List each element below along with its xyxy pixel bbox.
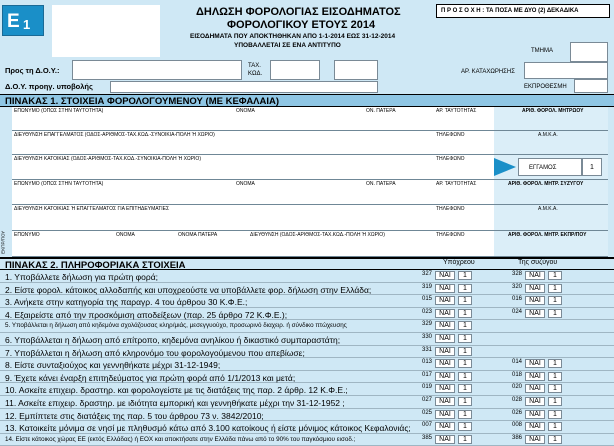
- spouse-question-code: 320: [511, 283, 522, 290]
- label-rep-father-name: ΟΝΟΜΑ ΠΑΤΕΡΑ: [178, 232, 218, 238]
- doy-prohg-field[interactable]: [110, 81, 378, 93]
- form-subtitle-period: ΕΙΣΟΔΗΜΑΤΑ ΠΟΥ ΑΠΟΚΤΗΘΗΚΑΝ ΑΠΟ 1-1-2014 ΕΩΣ 31-12-2014: [190, 33, 396, 40]
- question-code: 329: [421, 321, 432, 328]
- spouse-value-box[interactable]: 1: [548, 296, 562, 305]
- value-box[interactable]: 1: [458, 359, 472, 368]
- yes-box[interactable]: ΝΑΙ: [435, 397, 455, 406]
- question-text: 5. Υποβάλλεται η δήλωση από κηδεμόνα σχολάζουσας κληρ/μιάς, μεσεγγυούχο, προσωρινό διαχειρ. ή σύνδικο πτώχευσης: [5, 322, 347, 330]
- table2-row: [0, 295, 614, 308]
- table2-row: [0, 434, 614, 446]
- spouse-yes-box[interactable]: ΝΑΙ: [525, 397, 545, 406]
- question-code: 017: [421, 371, 432, 378]
- spouse-yes-box[interactable]: ΝΑΙ: [525, 435, 545, 444]
- label-spouse-address: ΔΙΕΥΘΥΝΣΗ ΚΑΤΟΙΚΙΑΣ Ή ΕΠΑΓΓΕΛΜΑΤΟΣ ΓΙΑ ΕΠΙΤΗΔΕΥΜΑΤΙΕΣ: [14, 206, 170, 212]
- tax-kod-extra-field[interactable]: [334, 60, 378, 80]
- value-box[interactable]: 1: [458, 384, 472, 393]
- table2-title: ΠΙΝΑΚΑΣ 2. ΠΛΗΡΟΦΟΡΙΑΚΑ ΣΤΟΙΧΕΙΑ: [5, 260, 186, 271]
- taxpayer-row-work-address[interactable]: [12, 131, 494, 155]
- question-text: 13. Κατοικείτε μόνιμα σε νησί με πληθυσμό κάτω από 3.100 κατοίκους ή είστε μόνιμος κάτοικος Κεφαλονιάς;: [5, 423, 411, 434]
- spouse-yes-box[interactable]: ΝΑΙ: [525, 296, 545, 305]
- yes-box[interactable]: ΝΑΙ: [435, 321, 455, 330]
- yes-box[interactable]: ΝΑΙ: [435, 309, 455, 318]
- question-code: 023: [421, 308, 432, 315]
- married-cell: [494, 155, 608, 180]
- ar-kataxorisis-label: ΑΡ. ΚΑΤΑΧΩΡΗΣΗΣ: [461, 69, 515, 75]
- spouse-question-code: 386: [511, 434, 522, 441]
- value-box[interactable]: 1: [458, 296, 472, 305]
- table2-row: [0, 409, 614, 422]
- label-spouse-name: ΟΝΟΜΑ: [236, 181, 255, 187]
- taxpayer-amka-cell[interactable]: [494, 131, 608, 155]
- spouse-question-code: 026: [511, 409, 522, 416]
- yes-box[interactable]: ΝΑΙ: [435, 284, 455, 293]
- spouse-yes-box[interactable]: ΝΑΙ: [525, 359, 545, 368]
- col-taxpayer-label: Υπόχρεου: [443, 259, 475, 266]
- yes-box[interactable]: ΝΑΙ: [435, 359, 455, 368]
- spouse-value-box[interactable]: 1: [548, 422, 562, 431]
- table2-row: [0, 283, 614, 296]
- question-code: 319: [421, 283, 432, 290]
- label-spouse-father-name: ΟΝ. ΠΑΤΕΡΑ: [366, 181, 396, 187]
- question-text: 6. Υποβάλλεται η δήλωση από επίτροπο, κηδεμόνα ανηλίκου ή δικαστικό συμπαραστάτη;: [5, 335, 341, 345]
- tax-kod-label-2: ΚΩΔ.: [248, 71, 263, 77]
- yes-box[interactable]: ΝΑΙ: [435, 435, 455, 444]
- spouse-value-box[interactable]: 1: [548, 384, 562, 393]
- attention-text: Π Ρ Ο Σ Ο Χ Η : ΤΑ ΠΟΣΑ ΜΕ ΔΥΟ (2) ΔΕΚΑΔΙΚΑ: [441, 8, 579, 14]
- ekprothesmi-field[interactable]: [574, 79, 608, 93]
- value-box[interactable]: 1: [458, 372, 472, 381]
- value-box[interactable]: 1: [458, 284, 472, 293]
- spouse-yes-box[interactable]: ΝΑΙ: [525, 372, 545, 381]
- value-box[interactable]: 1: [458, 422, 472, 431]
- label-name: ΟΝΟΜΑ: [236, 108, 255, 114]
- value-box[interactable]: 1: [458, 271, 472, 280]
- label-id-number: ΑΡ. ΤΑΥΤΟΤΗΤΑΣ: [436, 108, 477, 114]
- spouse-value-box[interactable]: 1: [548, 271, 562, 280]
- question-code: 013: [421, 359, 432, 366]
- label-rep-afm: ΑΡΙΘ. ΦΟΡΟΛ. ΜΗΤΡ. ΕΚΠΡ/ΠΟΥ: [508, 232, 587, 238]
- form-subtitle-copy: ΥΠΟΒΑΛΛΕΤΑΙ ΣΕ ΕΝΑ ΑΝΤΙΤΥΠΟ: [234, 42, 341, 49]
- spouse-afm-cell[interactable]: [494, 180, 608, 205]
- table2-row: [0, 421, 614, 434]
- taxpayer-row-name[interactable]: [12, 107, 494, 131]
- form-title-line1: ΔΗΛΩΣΗ ΦΟΡΟΛΟΓΙΑΣ ΕΙΣΟΔΗΜΑΤΟΣ: [196, 6, 401, 18]
- value-box[interactable]: 1: [458, 334, 472, 343]
- doy-prohg-label: Δ.Ο.Υ. προηγ. υποβολής: [5, 82, 93, 91]
- label-rep-phone: ΤΗΛΕΦΩΝΟ: [436, 232, 465, 238]
- table2-row: [0, 346, 614, 359]
- ekprothesmi-label: ΕΚΠΡΟΘΕΣΜΗ: [524, 84, 567, 90]
- value-box[interactable]: 1: [458, 347, 472, 356]
- spouse-question-code: 014: [511, 359, 522, 366]
- tmima-label: ΤΜΗΜΑ: [531, 48, 553, 54]
- label-rep-name: ΟΝΟΜΑ: [116, 232, 135, 238]
- table2-row: [0, 396, 614, 409]
- label-home-address: ΔΙΕΥΘΥΝΣΗ ΚΑΤΟΙΚΙΑΣ (ΟΔΟΣ-ΑΡΙΘΜΟΣ-ΤΑΧ.ΚΩΔ.-ΣΥΝΟΙΚΙΑ-ΠΟΛΗ Ή ΧΩΡΙΟ): [14, 156, 201, 162]
- table1-header: [0, 94, 614, 107]
- question-text: 10. Ασκείτε επιχειρ. δραστηρ. και φορολογείστε με τις διατάξεις της παρ. 2 άρθρ. 12 Κ.Φ.Ε.;: [5, 385, 348, 396]
- table1-title: ΠΙΝΑΚΑΣ 1. ΣΤΟΙΧΕΙΑ ΦΟΡΟΛΟΓΟΥΜΕΝΟΥ (ΜΕ ΚΕΦΑΛΑΙΑ): [5, 96, 280, 107]
- spouse-value-box[interactable]: 1: [548, 372, 562, 381]
- question-code: 007: [421, 422, 432, 429]
- taxpayer-row-home-address[interactable]: [12, 155, 494, 180]
- question-code: 327: [421, 271, 432, 277]
- spouse-question-code: 016: [511, 296, 522, 303]
- spouse-yes-box[interactable]: ΝΑΙ: [525, 284, 545, 293]
- arrow-icon: [494, 158, 516, 176]
- value-box[interactable]: 1: [458, 435, 472, 444]
- spouse-value-box[interactable]: 1: [548, 309, 562, 318]
- label-work-address: ΔΙΕΥΘΥΝΣΗ ΕΠΑΓΓΕΛΜΑΤΟΣ (ΟΔΟΣ-ΑΡΙΘΜΟΣ-ΤΑΧ.ΚΩΔ.-ΣΥΝΟΙΚΙΑ-ΠΟΛΗ Ή ΧΩΡΙΟ): [14, 132, 215, 138]
- yes-box[interactable]: ΝΑΙ: [435, 271, 455, 280]
- yes-box[interactable]: ΝΑΙ: [435, 372, 455, 381]
- question-code: 027: [421, 397, 432, 403]
- table2-row: [0, 333, 614, 346]
- spouse-amka-cell[interactable]: [494, 205, 608, 231]
- spouse-yes-box[interactable]: ΝΑΙ: [525, 309, 545, 318]
- question-text: 3. Ανήκετε στην κατηγορία της παραγρ. 4 του άρθρου 30 Κ.Φ.Ε.;: [5, 297, 248, 308]
- question-text: 14. Είστε κάτοικος χώρας ΕΕ (εκτός Ελλάδας) ή ΕΟΧ και αποκτήσατε στην Ελλάδα πάνω από το 90% του παγκόσμιου εισοδ.;: [5, 435, 356, 443]
- table2-row: [0, 371, 614, 384]
- spouse-yes-box[interactable]: ΝΑΙ: [525, 384, 545, 393]
- spouse-question-code: 020: [511, 384, 522, 391]
- label-rep-address: ΔΙΕΥΘΥΝΣΗ (ΟΔΟΣ-ΑΡΙΘΜΟΣ-ΤΑΧ.ΚΩΔ.-ΠΟΛΗ Ή ΧΩΡΙΟ): [250, 232, 385, 238]
- question-text: 8. Είστε συνταξιούχος και γεννηθήκατε μέχρι 31-12-1949;: [5, 360, 221, 371]
- yes-box[interactable]: ΝΑΙ: [435, 422, 455, 431]
- spouse-row-name[interactable]: [12, 180, 494, 205]
- spouse-row-address[interactable]: [12, 205, 494, 231]
- label-afm: ΑΡΙΘ. ΦΟΡΟΛ. ΜΗΤΡΩΟΥ: [522, 108, 584, 114]
- married-value[interactable]: 1: [582, 158, 602, 176]
- table2-row: [0, 270, 614, 283]
- spouse-value-box[interactable]: 1: [548, 397, 562, 406]
- yes-box[interactable]: ΝΑΙ: [435, 296, 455, 305]
- rep-row[interactable]: [12, 231, 494, 257]
- form-code-badge: [2, 5, 44, 36]
- yes-box[interactable]: ΝΑΙ: [435, 334, 455, 343]
- question-code: 025: [421, 409, 432, 416]
- table2-row: [0, 383, 614, 396]
- table2-row: [0, 358, 614, 371]
- table2-row: [0, 320, 614, 333]
- question-code: 385: [421, 434, 432, 441]
- barcode-field[interactable]: [52, 5, 160, 57]
- label-spouse-id-number: ΑΡ. ΤΑΥΤΟΤΗΤΑΣ: [436, 181, 477, 187]
- label-spouse-surname: ΕΠΩΝΥΜΟ (ΟΠΩΣ ΣΤΗΝ ΤΑΥΤΟΤΗΤΑ): [14, 181, 104, 187]
- value-box[interactable]: 1: [458, 309, 472, 318]
- spouse-question-code: 018: [511, 371, 522, 378]
- label-spouse-phone: ΤΗΛΕΦΩΝΟ: [436, 206, 465, 212]
- rep-afm-cell[interactable]: [494, 231, 608, 257]
- label-spouse-amka: Α.Μ.Κ.Α.: [538, 206, 558, 212]
- spouse-question-code: 028: [511, 397, 522, 403]
- ar-kataxorisis-field[interactable]: [524, 62, 608, 79]
- pros-doy-label: Προς τη Δ.Ο.Υ.:: [5, 66, 60, 75]
- value-box[interactable]: 1: [458, 397, 472, 406]
- spouse-yes-box[interactable]: ΝΑΙ: [525, 410, 545, 419]
- question-text: 12. Εμπίπτετε στις διατάξεις της παρ. 5 του άρθρου 73 ν. 3842/2010;: [5, 410, 264, 421]
- yes-box[interactable]: ΝΑΙ: [435, 410, 455, 419]
- question-text: 2. Είστε φορολ. κάτοικος αλλοδαπής και υποχρεούστε να υποβάλλετε φορ. δήλωση στην Ελλάδα;: [5, 284, 372, 295]
- question-code: 015: [421, 296, 432, 303]
- spouse-question-code: 328: [511, 271, 522, 277]
- question-text: 1. Υποβάλλετε δήλωση για πρώτη φορά;: [5, 272, 159, 282]
- spouse-yes-box[interactable]: ΝΑΙ: [525, 271, 545, 280]
- question-text: 11. Ασκείτε επιχειρ. δραστηρ. με ιδιότητα εμπορική και γεννηθήκατε μέχρι την 31-12-1952 ;: [5, 398, 345, 408]
- spouse-value-box[interactable]: 1: [548, 359, 562, 368]
- label-phone-home: ΤΗΛΕΦΩΝΟ: [436, 156, 465, 162]
- form-title-line2: ΦΟΡΟΛΟΓΙΚΟΥ ΕΤΟΥΣ 2014: [227, 19, 376, 31]
- question-code: 331: [421, 346, 432, 353]
- yes-box[interactable]: ΝΑΙ: [435, 347, 455, 356]
- spouse-yes-box[interactable]: ΝΑΙ: [525, 422, 545, 431]
- attention-box: [436, 4, 610, 18]
- tax-kod-field[interactable]: [270, 60, 320, 80]
- form-code-letter: E: [7, 11, 20, 32]
- married-box[interactable]: [518, 158, 582, 176]
- table2-row: [0, 308, 614, 321]
- spouse-value-box[interactable]: 1: [548, 435, 562, 444]
- pros-doy-field[interactable]: [72, 60, 242, 80]
- col-spouse-label: Της συζύγου: [518, 259, 558, 266]
- spouse-value-box[interactable]: 1: [548, 284, 562, 293]
- value-box[interactable]: 1: [458, 321, 472, 330]
- yes-box[interactable]: ΝΑΙ: [435, 384, 455, 393]
- label-rep-surname: ΕΠΩΝΥΜΟ: [14, 232, 40, 238]
- label-phone: ΤΗΛΕΦΩΝΟ: [436, 132, 465, 138]
- side-label-rep: ΕΚΠΡ/ΠΟΥ: [0, 231, 13, 256]
- label-surname: ΕΠΩΝΥΜΟ (ΟΠΩΣ ΣΤΗΝ ΤΑΥΤΟΤΗΤΑ): [14, 108, 104, 114]
- taxpayer-afm-cell[interactable]: [494, 107, 608, 131]
- form-code-number: 1: [23, 17, 31, 32]
- question-text: 7. Υποβάλλεται η δήλωση από κληρονόμο του φορολογούμενου που απεβίωσε;: [5, 347, 305, 358]
- tmima-field[interactable]: [570, 42, 608, 62]
- question-text: 9. Έχετε κάνει έναρξη επιτηδεύματος για πρώτη φορά από 1/1/2013 και μετά;: [5, 372, 296, 383]
- value-box[interactable]: 1: [458, 410, 472, 419]
- label-spouse-afm: ΑΡΙΘ. ΦΟΡΟΛ. ΜΗΤΡ. ΣΥΖΥΓΟΥ: [508, 181, 584, 187]
- spouse-question-code: 024: [511, 308, 522, 315]
- spouse-value-box[interactable]: 1: [548, 410, 562, 419]
- label-amka: Α.Μ.Κ.Α.: [538, 132, 558, 138]
- spouse-question-code: 008: [511, 422, 522, 429]
- question-code: 019: [421, 384, 432, 391]
- question-text: 4. Εξαιρείστε από την προσκόμιση αποδείξεων (παρ. 25 άρθρο 72 Κ.Φ.Ε.);: [5, 309, 288, 320]
- question-code: 330: [421, 334, 432, 340]
- married-label: ΕΓΓΑΜΟΣ: [529, 165, 557, 171]
- tax-kod-label-1: ΤΑΧ.: [248, 63, 261, 69]
- label-father-name: ΟΝ. ΠΑΤΕΡΑ: [366, 108, 396, 114]
